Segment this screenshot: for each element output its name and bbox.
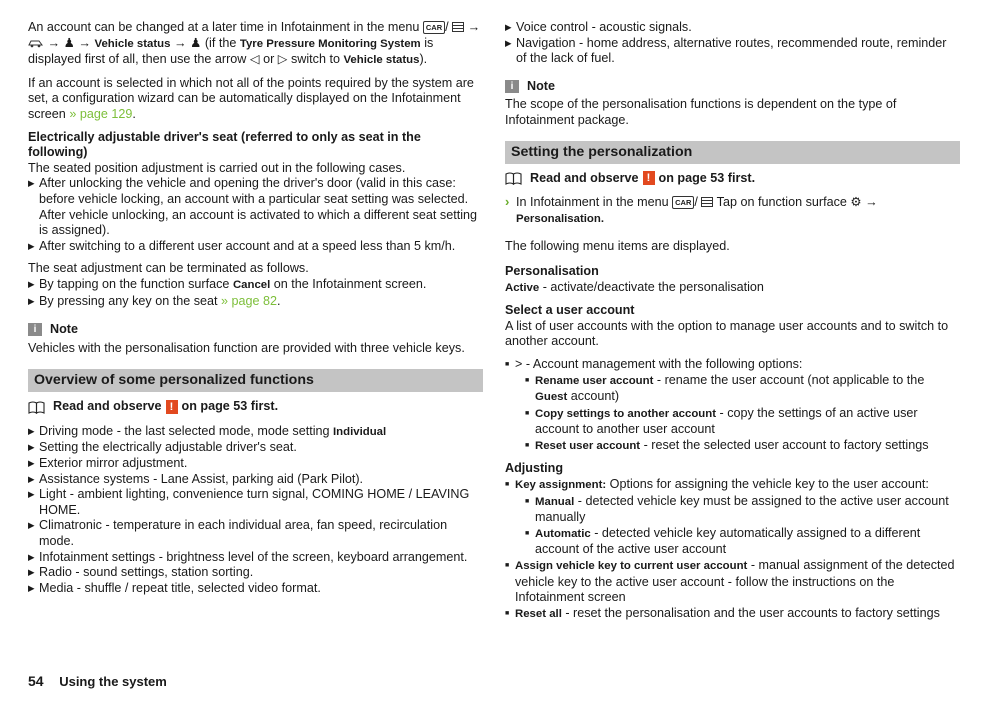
seat-list (28, 176, 483, 254)
warning-icon: ! (166, 400, 178, 414)
section-title: Overview of some personalized functions (28, 369, 483, 392)
option-label: Rename user account (535, 374, 654, 387)
right-column (505, 20, 960, 622)
arrow-glyph: → (865, 195, 878, 210)
account-management-list (505, 357, 960, 455)
car-menu-icon: CAR (423, 21, 445, 34)
menu-intro: The following menu items are displayed. (505, 239, 730, 254)
list-item (525, 526, 960, 558)
list-item (505, 477, 960, 558)
person-icon: ♟ (190, 35, 202, 50)
arrow-glyph: → (78, 35, 91, 50)
text-span: (if the (204, 35, 237, 50)
function-list-continued (505, 20, 960, 67)
text-span: / (445, 20, 449, 34)
list-item: ▶ After unlocking the vehicle and opening the driver's door (valid in this case: before vehicle locking, an account with a particular seat setting was selected. After vehicle unlocking, an account is activated to which a different seat setting is assigned). (28, 176, 483, 238)
cancel-label: Cancel (232, 278, 271, 291)
text-span: By pressing any key on the seat (39, 293, 218, 308)
chevron-right-icon: › (505, 194, 510, 210)
person-icon: ♟ (63, 35, 75, 50)
arrow-glyph: → (173, 35, 187, 50)
terminate-intro: The seat adjustment can be terminated as follows. (28, 261, 309, 276)
note-text: Vehicles with the personalisation function are provided with three vehicle keys. (28, 340, 465, 355)
list-item: ▶ Climatronic - temperature in each individual area, fan speed, recirculation mode. (28, 518, 483, 549)
select-account-text: A list of user accounts with the option to manage user accounts and to switch to another account. (505, 318, 949, 349)
vehicle-status-label: Vehicle status (94, 37, 171, 50)
option-label: Reset user account (535, 439, 641, 452)
read-observe-line (28, 399, 483, 415)
car-menu-icon: CAR (672, 196, 694, 209)
list-item (525, 373, 960, 406)
list-item (525, 494, 960, 526)
list-item (525, 438, 960, 455)
text-span: - reset the selected user account to factory settings (643, 437, 929, 452)
read-observe-line (505, 171, 960, 187)
text-span: Read and observe (530, 170, 639, 185)
adjusting-heading: Adjusting (505, 461, 564, 476)
text-span: Read and observe (53, 399, 162, 414)
list-item: ▶ Radio - sound settings, station sorting. (28, 565, 483, 581)
text-span: > - Account management with the following options: (515, 356, 803, 371)
text-span: - detected vehicle key must be assigned to the active user account manually (535, 493, 949, 525)
text-span: Tap on function surface (716, 195, 847, 210)
active-label: Active (505, 281, 540, 294)
vehicle-menu-icon (28, 38, 44, 48)
note-text: The scope of the personalisation functions is dependent on the type of Infotainment package. (505, 97, 897, 127)
left-column (28, 20, 483, 596)
list-item (505, 558, 960, 606)
list-item: ▶ After switching to a different user account and at a speed less than 5 km/h. (28, 239, 483, 255)
list-item: ▶ Setting the electrically adjustable driver's seat. (28, 440, 483, 456)
list-item: ▶ Infotainment settings - brightness level of the screen, keyboard arrangement. (28, 550, 483, 566)
instruction-step (505, 195, 960, 227)
note-label: Note (527, 78, 555, 93)
text-span: - reset the personalisation and the user accounts to factory settings (565, 605, 940, 620)
page-link[interactable]: » page 82 (221, 293, 278, 308)
vehicle-status-label: Vehicle status (343, 54, 420, 67)
page-footer (28, 674, 167, 690)
page-number: 54 (28, 673, 44, 689)
text-span: . (132, 106, 136, 121)
text-span: - copy the settings of an active user account to another user account (535, 405, 918, 437)
list-item (505, 606, 960, 623)
list-item: ▶ Media - shuffle / repeat title, selected video format. (28, 581, 483, 597)
function-list (28, 424, 483, 597)
note-label: Note (50, 322, 78, 337)
list-item (525, 406, 960, 438)
text-span: is displayed first of all, then use the arrow ◁ or ▷ switch to (28, 35, 434, 67)
account-change-paragraph (28, 20, 483, 69)
text-span: - rename the user account (not applicable to the (656, 372, 925, 387)
option-label: Automatic (535, 527, 591, 540)
text-span: on the Infotainment screen. (273, 276, 427, 291)
book-icon (28, 401, 45, 414)
settings-icon: ⚙ (850, 195, 862, 210)
text-span: . (277, 293, 281, 308)
section-title: Setting the personalization (505, 141, 960, 164)
option-label: Reset all (515, 607, 562, 620)
text-span: Options for assigning the vehicle key to the user account: (609, 477, 929, 492)
select-account-heading: Select a user account (505, 303, 635, 318)
book-icon (505, 172, 522, 185)
seat-intro: The seated position adjustment is carried out in the following cases. (28, 160, 406, 175)
page-link[interactable]: » page 129 (69, 106, 133, 121)
personalisation-heading: Personalisation (505, 263, 599, 278)
option-label: Copy settings to another account (535, 407, 716, 420)
list-item (28, 294, 483, 310)
text-span: - manual assignment of the detected vehicle key to the active user account - follow the instructions on the Infotainment screen (515, 558, 955, 605)
grid-menu-icon (452, 22, 464, 32)
chapter-title: Using the system (59, 674, 167, 689)
option-label: Manual (535, 495, 575, 508)
text-span: - activate/deactivate the personalisation (542, 279, 764, 294)
tpms-label: Tyre Pressure Monitoring System (239, 37, 421, 50)
text-span: account) (570, 389, 620, 404)
info-icon: i (28, 323, 42, 336)
text-span: - detected vehicle key automatically assigned to a different account of the active user account (535, 525, 921, 557)
list-item (28, 277, 483, 294)
note-heading (505, 79, 960, 95)
text-span: / (694, 195, 698, 210)
list-item: ▶ Navigation - home address, alternative routes, recommended route, reminder of the lack of fuel. (505, 36, 960, 67)
guest-label: Guest (535, 391, 568, 404)
list-item: ▶ Voice control - acoustic signals. (505, 20, 960, 36)
grid-menu-icon (701, 197, 713, 207)
adjusting-list (505, 477, 960, 622)
list-item: ▶ Assistance systems - Lane Assist, parking aid (Park Pilot). (28, 472, 483, 488)
list-item (28, 424, 483, 441)
warning-icon: ! (643, 171, 655, 185)
active-line (505, 280, 960, 297)
list-item: ▶ Exterior mirror adjustment. (28, 456, 483, 472)
individual-label: Individual (333, 425, 387, 438)
arrow-glyph: → (467, 20, 481, 34)
text-span: on page 53 first. (181, 399, 279, 414)
text-span: ). (419, 52, 428, 67)
option-label: Key assignment: (515, 479, 607, 492)
arrow-glyph: → (47, 35, 61, 50)
config-wizard-paragraph (28, 76, 483, 123)
text-span: Driving mode - the last selected mode, mode setting (39, 423, 330, 438)
terminate-list (28, 277, 483, 309)
note-heading (28, 322, 483, 338)
text-span: If an account is selected in which not all of the points required by the system are set, a configuration wizard can be automatically displayed on the Infotainment screen (28, 75, 474, 121)
text-span: By tapping on the function surface (39, 276, 230, 291)
personalisation-label: Personalisation. (516, 212, 604, 225)
text-span: An account can be changed at a later time in Infotainment in the menu (28, 20, 420, 34)
seat-heading: Electrically adjustable driver's seat (referred to only as seat in the following) (28, 129, 421, 160)
option-label: Assign vehicle key to current user account (515, 560, 748, 573)
sub-list (515, 494, 960, 558)
info-icon: i (505, 80, 519, 93)
sub-list (515, 373, 960, 455)
list-item: ▶ Light - ambient lighting, convenience turn signal, COMING HOME / LEAVING HOME. (28, 487, 483, 518)
list-item (505, 357, 960, 455)
text-span: In Infotainment in the menu (516, 195, 669, 210)
text-span: on page 53 first. (658, 170, 756, 185)
